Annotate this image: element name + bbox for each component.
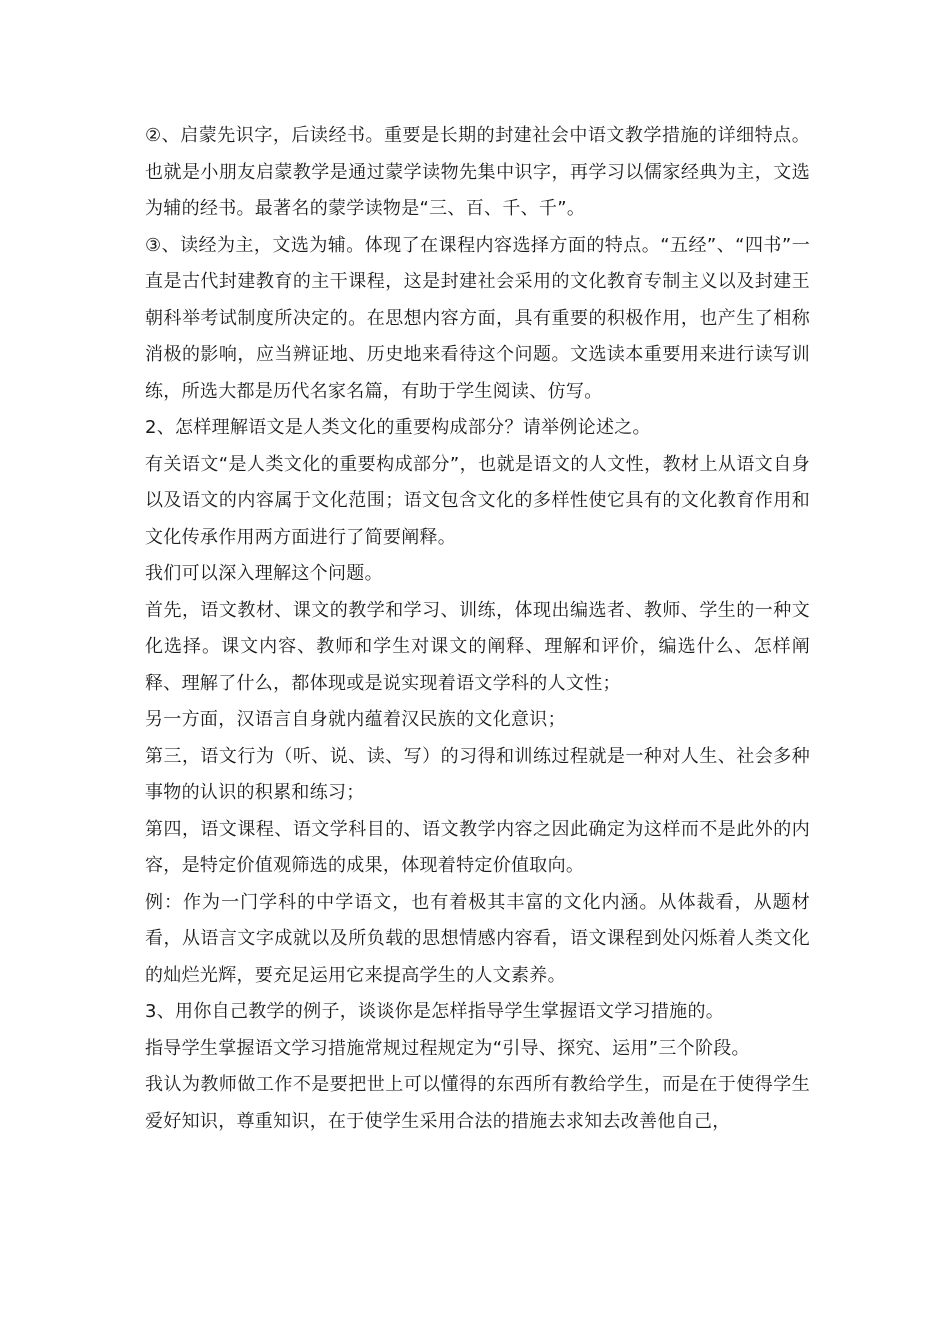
document-body — [145, 118, 810, 1140]
paragraph-8: 第四，语文课程、语文学科目的、语文教学内容之因此确定为这样而不是此外的内容，是特定价值观筛选的成果，体现着特定价值取向。 — [145, 818, 810, 876]
paragraph-10: 指导学生掌握语文学习措施常规过程规定为“引导、探究、运用”三个阶段。 — [145, 1037, 750, 1059]
question-3-heading: 3、用你自己教学的例子，谈谈你是怎样指导学生掌握语文学习措施的。 — [145, 1001, 725, 1022]
question-2-heading: 2、怎样理解语文是人类文化的重要构成部分？请举例论述之。 — [145, 417, 651, 438]
paragraph-2: ③、读经为主，文选为辅。体现了在课程内容选择方面的特点。“五经”、“四书”一直是古代封建教育的主干课程，这是封建社会采用的文化教育专制主义以及封建王朝科举考试制度所决定的。在思想内容方面，具有重要的积极作用，也产生了相称消极的影响，应当辨证地、历史地来看待这个问题。文选读本重要用来进行读写训练，所选大都是历代名家名篇，有助于学生阅读、仿写。 — [145, 234, 810, 402]
paragraph-11: 我认为教师做工作不是要把世上可以懂得的东西所有教给学生，而是在于使得学生爱好知识，尊重知识，在于使学生采用合法的措施去求知去改善他自己， — [145, 1074, 810, 1132]
paragraph-4: 我们可以深入理解这个问题。 — [145, 563, 383, 584]
paragraph-7: 第三，语文行为（听、说、读、写）的习得和训练过程就是一种对人生、社会多种事物的认识的积累和练习； — [145, 745, 810, 803]
paragraph-3: 有关语文“是人类文化的重要构成部分”，也就是语文的人文性，教材上从语文自身以及语文的内容属于文化范围；语文包含文化的多样性使它具有的文化教育作用和文化传承作用两方面进行了简要阐释。 — [145, 453, 810, 548]
paragraph-1: ②、启蒙先识字，后读经书。重要是长期的封建社会中语文教学措施的详细特点。也就是小朋友启蒙教学是通过蒙学读物先集中识字，再学习以儒家经典为主，文选为辅的经书。最著名的蒙学读物是“三、百、千、千”。 — [145, 125, 810, 219]
paragraph-5: 首先，语文教材、课文的教学和学习、训练，体现出编选者、教师、学生的一种文化选择。课文内容、教师和学生对课文的阐释、理解和评价，编选什么、怎样阐释、理解了什么，都体现或是说实现着语文学科的人文性； — [145, 599, 810, 694]
paragraph-6: 另一方面，汉语言自身就内蕴着汉民族的文化意识； — [145, 709, 566, 730]
paragraph-9: 例：作为一门学科的中学语文，也有着极其丰富的文化内涵。从体裁看，从题材看，从语言文字成就以及所负载的思想情感内容看，语文课程到处闪烁着人类文化的灿烂光辉，要充足运用它来提高学生的人文素养。 — [145, 891, 810, 986]
